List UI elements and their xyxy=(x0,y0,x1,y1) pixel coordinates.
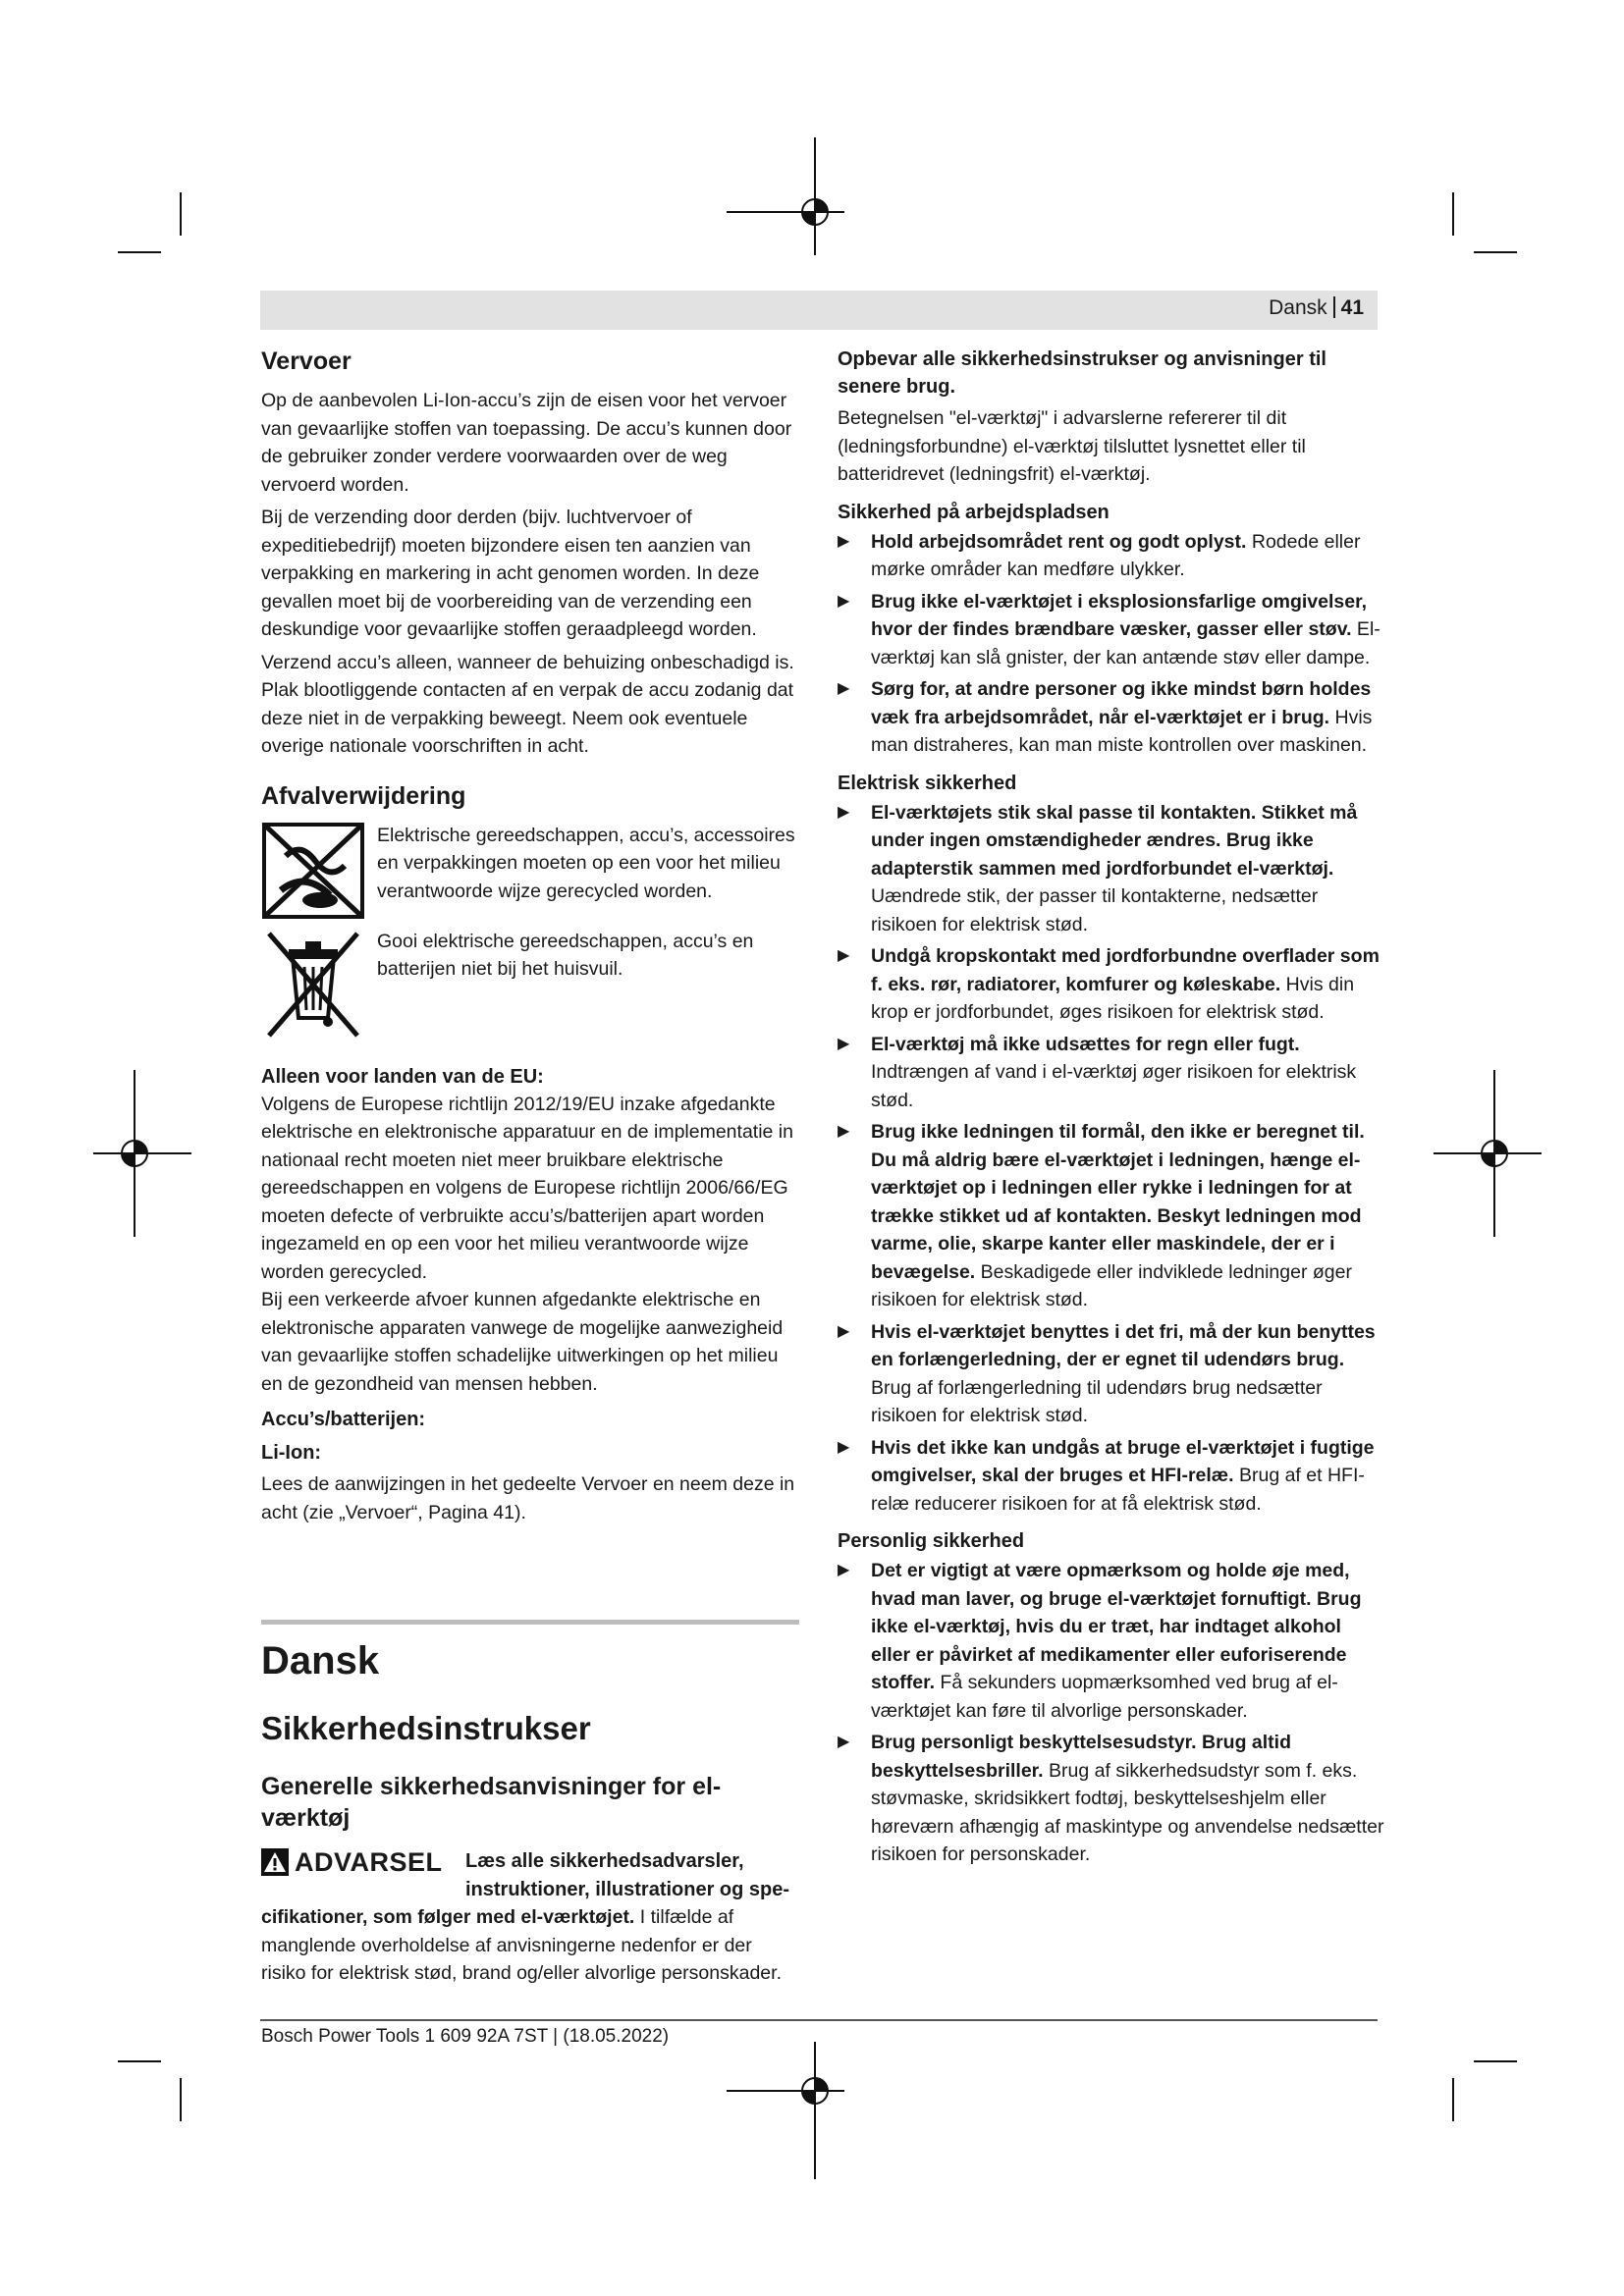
bullet-text: Indtrængen af vand i el-værktøj øger risikoen for elektrisk stød. xyxy=(871,1061,1357,1111)
bullet-bold: Det er vigtigt at være opmærksom og holde øje med, hvad man laver, og bruge el-værktøjet fornuftigt. Brug ikke el-værktøj, hvis du er træt, har indtaget alkohol eller er påvirket af medikamenter eller euforiserende stoffer. xyxy=(871,1560,1362,1693)
eu-heading: Alleen voor landen van de EU: xyxy=(261,1065,544,1088)
bullet-item xyxy=(838,675,1385,760)
batteries-heading: Accu’s/batterijen: xyxy=(261,1409,426,1430)
section-divider xyxy=(261,1620,799,1625)
warning-bold-line: Læs alle sikkerhedsadvarsler, instruktioner, illustrationer og spe- xyxy=(465,1850,790,1900)
bin-row xyxy=(261,928,799,1041)
bullet-arrow-icon: ▶ xyxy=(838,1734,850,1750)
crop-mark xyxy=(180,192,182,236)
right-column xyxy=(838,346,1385,1873)
liion-text: Lees de aanwijzingen in het gedeelte Vervoer en neem deze in acht (zie „Vervoer“, Pagina 41). xyxy=(261,1473,795,1523)
bullet-text: Beskadigede eller indviklede ledninger øger risikoen for elektrisk stød. xyxy=(871,1260,1352,1310)
bullet-bold: Hvis el-værktøjet benyttes i det fri, må der kun benyttes en forlængerledning, der er egnet til udendørs brug. xyxy=(871,1320,1376,1370)
bullet-arrow-icon: ▶ xyxy=(838,803,850,821)
bullet-item xyxy=(838,1118,1385,1314)
dansk-block xyxy=(261,1637,799,1988)
bullet-item xyxy=(838,942,1385,1027)
eu-paragraph: Bij een verkeerde afvoer kunnen afgedankte elektrische en elektronische apparaten vanwege de mogelijke aanwezigheid van gevaarlijke stoffen schadelijke uitwerkingen op het milieu en de gezondheid van mensen hebben. xyxy=(261,1289,784,1395)
warning-label: ADVARSEL xyxy=(295,1847,443,1877)
liion-heading: Li-Ion: xyxy=(261,1442,322,1464)
crop-mark xyxy=(118,251,161,253)
bullet-bold: El-værktøjets stik skal passe til kontakten. Stikket må under ingen omstændigheder ændres. Brug ikke adapterstik sammen med jordforbundet el-værktøj. xyxy=(871,801,1358,880)
crop-mark xyxy=(118,2060,161,2062)
bullet-item xyxy=(838,1031,1385,1115)
bullet-item xyxy=(838,528,1385,584)
registration-mark-icon xyxy=(727,2042,844,2179)
keep-instructions-text: Betegnelsen "el-værktøj" i advarslerne refererer til dit (ledningsforbundne) el-værktøj tilsluttet lysnettet eller til batteridrevet (ledningsfrit) el-værktøj. xyxy=(838,407,1306,485)
warning-bold-continuation: cifikationer, som følger med el-værktøjet. xyxy=(261,1906,635,1928)
footer-divider xyxy=(260,2019,1378,2021)
crop-mark xyxy=(1452,2078,1454,2121)
bullet-item xyxy=(838,799,1385,939)
registration-mark-icon xyxy=(727,137,844,255)
warning-paragraph xyxy=(261,1903,799,1988)
bullet-text: El-værktøj kan slå gnister, der kan antænde støv eller dampe. xyxy=(871,618,1380,668)
bullet-bold: Hvis det ikke kan undgås at bruge el-værktøjet i fugtige omgivelser, skal der bruges et HFI-relæ. xyxy=(871,1436,1375,1486)
bullet-item xyxy=(838,1318,1385,1430)
vervoer-heading: Vervoer xyxy=(261,347,352,375)
bullet-bold: Undgå kropskontakt med jordforbundne overflader som f. eks. rør, radiatorer, komfurer og køleskabe. xyxy=(871,945,1380,995)
recycle-symbol-icon xyxy=(261,822,365,920)
registration-mark-icon xyxy=(1434,1070,1542,1237)
header-divider xyxy=(1333,296,1335,318)
bullet-arrow-icon: ▶ xyxy=(838,1322,850,1340)
workplace-heading: Sikkerhed på arbejdspladsen xyxy=(838,501,1110,523)
bullet-arrow-icon: ▶ xyxy=(838,1438,850,1456)
bullet-item xyxy=(838,1434,1385,1519)
bullet-bold: Brug ikke el-værktøjet i eksplosionsfarlige omgivelser, hvor der findes brændbare væsker, gasser eller støv. xyxy=(871,590,1368,640)
eu-paragraph: Volgens de Europese richtlijn 2012/19/EU inzake afgedankte elektrische en elektronische apparatuur en de implementatie in nationaal recht moeten niet meer bruikbare elektrische gereedschappen en volgens de Europese richtlijn 2006/66/EG moeten defecte of verbruikte accu’s/batterijen apart worden ingezameld en op een voor het milieu verantwoorde wijze worden gerecycled. xyxy=(261,1093,793,1283)
warning-badge xyxy=(261,1847,465,1877)
page-number: 41 xyxy=(1340,296,1364,319)
bullet-arrow-icon: ▶ xyxy=(838,592,850,610)
bullet-text: Hvis man distraheres, kan man miste kontrollen over maskinen. xyxy=(871,706,1373,756)
bullet-bold: Brug ikke ledningen til formål, den ikke er beregnet til. Du må aldrig bære el-værktøjet i ledningen, hænge el-værktøjet op i ledningen eller rykke i ledningen for at trække stikket ud af kontakten. Beskyt ledningen mod varme, olie, skarpe kanter eller maskindele, der er i bevægelse. xyxy=(871,1121,1365,1283)
bullet-bold: Brug personligt beskyttelsesudstyr. Brug altid beskyttelsesbriller. xyxy=(871,1732,1292,1782)
subsection-title: Generelle sikkerhedsanvisninger for el-værktøj xyxy=(261,1773,722,1832)
warning-rest: I tilfælde af manglende overholdelse af anvisningerne nedenfor er der risiko for elektrisk stød, brand og/eller alvorlige personskader. xyxy=(261,1906,782,1984)
afval-heading: Afvalverwijdering xyxy=(261,781,466,810)
bullet-arrow-icon: ▶ xyxy=(838,1562,850,1578)
bullet-text: Brug af forlængerledning til udendørs brug nedsætter risikoen for elektrisk stød. xyxy=(871,1376,1323,1426)
language-title: Dansk xyxy=(261,1639,380,1682)
bullet-text: Hvis din krop er jordforbundet, øges risikoen for elektrisk stød. xyxy=(871,973,1355,1023)
electrical-heading: Elektrisk sikkerhed xyxy=(838,772,1017,794)
bin-text: Gooi elektrische gereedschappen, accu’s en batterijen niet bij het huisvuil. xyxy=(377,930,754,980)
recycle-row xyxy=(261,822,799,920)
bullet-bold: El-værktøj må ikke udsættes for regn eller fugt. xyxy=(871,1033,1300,1055)
bullet-text: Få sekunders uopmærksomhed ved brug af el-værktøjet kan føre til alvorlige personskader. xyxy=(871,1672,1338,1722)
personal-heading: Personlig sikkerhed xyxy=(838,1530,1025,1552)
vervoer-paragraph: Verzend accu’s alleen, wanneer de behuizing onbeschadigd is. Plak blootliggende contacten af en verpak de accu zodanig dat deze niet in de verpakking beweegt. Neem ook eventuele overige nationale voorschriften in acht. xyxy=(261,651,794,757)
bullet-item xyxy=(838,588,1385,672)
bullet-item xyxy=(838,1557,1385,1725)
bullet-text: Uændrede stik, der passer til kontakterne, nedsætter risikoen for elektrisk stød. xyxy=(871,885,1319,935)
bullet-arrow-icon: ▶ xyxy=(838,1035,850,1052)
bullet-item xyxy=(838,1729,1385,1869)
section-title: Sikkerhedsinstrukser xyxy=(261,1710,591,1746)
bullet-arrow-icon: ▶ xyxy=(838,947,850,964)
bullet-text: Rodede eller mørke områder kan medføre ulykker. xyxy=(871,530,1361,580)
bullet-text: Brug af sikkerhedsudstyr som f. eks. støvmaske, skridsikkert fodtøj, beskyttelseshjelm eller høreværn afhængig af maskintype og anvendelse nedsætter risikoen for personskader. xyxy=(871,1759,1384,1865)
bullet-arrow-icon: ▶ xyxy=(838,532,850,550)
warning-block xyxy=(261,1847,799,1988)
bullet-bold: Sørg for, at andre personer og ikke mindst børn holdes væk fra arbejdsområdet, når el-værktøjet er i brug. xyxy=(871,678,1372,728)
bullet-arrow-icon: ▶ xyxy=(838,680,850,697)
crop-mark xyxy=(1474,2060,1517,2062)
bullet-bold: Hold arbejdsområdet rent og godt oplyst. xyxy=(871,530,1247,553)
header-language: Dansk xyxy=(1269,296,1327,319)
vervoer-paragraph: Op de aanbevolen Li-Ion-accu’s zijn de eisen voor het vervoer van gevaarlijke stoffen van toepassing. De accu’s kunnen door de gebruiker zonder verdere voorwaarden over de weg vervoerd worden. xyxy=(261,390,792,496)
bullet-text: Brug af et HFI-relæ reducerer risikoen for at få elektrisk stød. xyxy=(871,1465,1365,1515)
crop-mark xyxy=(180,2078,182,2121)
page-header xyxy=(260,291,1378,330)
keep-instructions-heading: Opbevar alle sikkerhedsinstrukser og anvisninger til senere brug. xyxy=(838,348,1326,398)
recycle-text: Elektrische gereedschappen, accu’s, accessoires en verpakkingen moeten op een voor het milieu verantwoorde wijze gerecycled worden. xyxy=(377,824,795,902)
warning-triangle-icon xyxy=(261,1848,289,1876)
registration-mark-icon xyxy=(93,1070,191,1237)
crossed-out-bin-icon xyxy=(261,928,365,1041)
header-text xyxy=(1269,296,1364,320)
crop-mark xyxy=(1452,192,1454,236)
left-column xyxy=(261,346,799,1531)
footer-text: Bosch Power Tools 1 609 92A 7ST | (18.05.2022) xyxy=(261,2026,670,2047)
crop-mark xyxy=(1474,251,1517,253)
bullet-arrow-icon: ▶ xyxy=(838,1123,850,1140)
vervoer-paragraph: Bij de verzending door derden (bijv. luchtvervoer of expeditiebedrijf) moeten bijzondere eisen ten aanzien van verpakking en markering in acht genomen worden. In deze gevallen moet bij de voorbereiding van de verzending een deskundige voor gevaarlijke stoffen geraadpleegd worden. xyxy=(261,507,760,640)
